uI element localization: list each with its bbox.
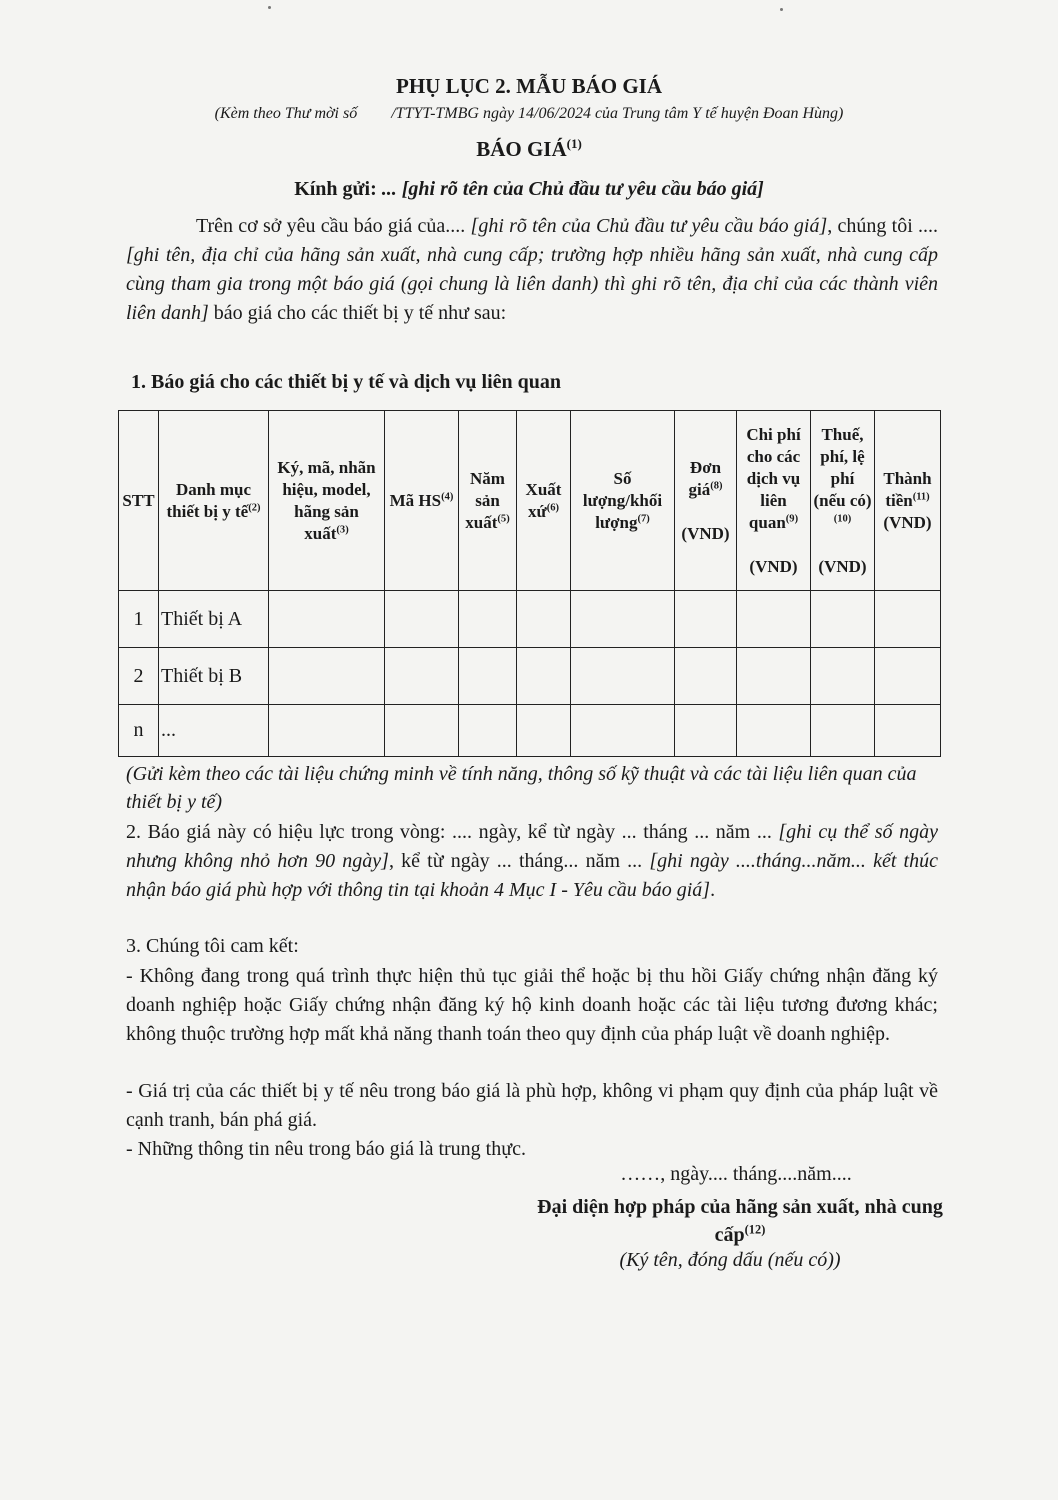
commitment-item: - Không đang trong quá trình thực hiện thủ tục giải thể hoặc bị thu hồi Giấy chứng nhận đăng ký doanh nghiệp hoặc Giấy chứng nhận đăng ký hộ kinh doanh hoặc các tài liệu tương đương khác; không thuộc trường hợp mất khả năng thanh toán theo quy định của pháp luật về doanh nghiệp.: [126, 965, 938, 1045]
salutation-label: Kính gửi:: [294, 178, 377, 200]
row-stt: 1: [119, 591, 159, 648]
signature-date: ……, ngày.... tháng....năm....: [620, 1163, 852, 1185]
footnote-ref: (1): [566, 136, 582, 151]
scan-speck: [780, 8, 783, 11]
validity-placeholder: [ghi ngày ....tháng...năm... kết thúc nhận báo giá phù hợp với thông tin tại khoản 4 Mục I - Yêu cầu báo giá]: [126, 850, 938, 901]
header-service-cost: Chi phí cho các dịch vụ liên quan$^{(9)}$ (VND): [737, 411, 811, 591]
commitment-item: - Những thông tin nêu trong báo giá là trung thực.: [126, 1138, 526, 1160]
header-model: Ký, mã, nhãn hiệu, model, hãng sản xuất$^{(3)}$: [269, 411, 385, 591]
salutation-value: ... [ghi rõ tên của Chủ đầu tư yêu cầu báo giá]: [381, 178, 764, 200]
commitment-item: - Giá trị của các thiết bị y tế nêu trong báo giá là phù hợp, không vi phạm quy định của pháp luật về cạnh tranh, bán phá giá.: [126, 1080, 938, 1131]
row-stt: n: [119, 705, 159, 757]
intro-text: , chúng tôi ....: [827, 215, 939, 237]
scan-speck: [268, 6, 271, 9]
row-stt: 2: [119, 648, 159, 705]
validity-text: .: [710, 879, 716, 901]
validity-text: , kể từ ngày ... tháng... năm ...: [388, 850, 643, 872]
section-1-heading: 1. Báo giá cho các thiết bị y tế và dịch vụ liên quan: [131, 371, 562, 393]
validity-paragraph: [126, 818, 938, 905]
appendix-title: PHỤ LỤC 2. MẪU BÁO GIÁ: [396, 74, 662, 98]
attachment-note: (Gửi kèm theo các tài liệu chứng minh về tính năng, thông số kỹ thuật và các tài liệu liên quan của thiết bị y tế): [126, 763, 917, 813]
header-item: Danh mục thiết bị y tế$^{(2)}$: [159, 411, 269, 591]
table-row: [119, 705, 941, 757]
intro-placeholder: [ghi rõ tên của Chủ đầu tư yêu cầu báo giá]: [465, 215, 828, 237]
intro-text: báo giá cho các thiết bị y tế như sau:: [208, 302, 507, 324]
table-row: [119, 591, 941, 648]
quote-title-text: BÁO GIÁ: [476, 137, 567, 161]
signature-title: Đại diện hợp pháp của hãng sản xuất, nhà cung cấp$^{(12)}$: [537, 1196, 943, 1246]
header-tax: Thuế, phí, lệ phí (nếu có)$^{(10)}$ (VND): [811, 411, 875, 591]
invitation-reference-suffix: /TTYT-TMBG ngày 14/06/2024 của Trung tâm Y tế huyện Đoan Hùng): [391, 105, 844, 122]
intro-text: Trên cơ sở yêu cầu báo giá của....: [196, 215, 466, 237]
validity-placeholder: [ghi cụ thể số ngày nhưng không nhỏ hơn 90 ngày]: [126, 821, 939, 872]
quote-title: [0, 137, 1058, 162]
salutation: [0, 178, 1058, 201]
header-unit-price: Đơn giá$^{(8)}$ (VND): [675, 411, 737, 591]
intro-paragraph: [126, 212, 938, 328]
invitation-reference: [0, 105, 1058, 123]
invitation-reference-prefix: (Kèm theo Thư mời số: [214, 105, 358, 122]
header-year: Năm sản xuất$^{(5)}$: [459, 411, 517, 591]
table-header-row: [119, 411, 941, 591]
quote-table: [118, 410, 941, 757]
header-quantity: Số lượng/khối lượng$^{(7)}$: [571, 411, 675, 591]
intro-placeholder: [ghi tên, địa chỉ của hãng sản xuất, nhà cung cấp; trường hợp nhiều hãng sản xuất, nhà cung cấp cùng tham gia trong một báo giá (gọi chung là liên danh) thì ghi rõ tên, địa chỉ của các thành viên liên danh]: [126, 244, 938, 324]
row-item: Thiết bị B: [159, 648, 269, 705]
header-origin: Xuất xứ$^{(6)}$: [517, 411, 571, 591]
table-row: [119, 648, 941, 705]
section-3-heading: 3. Chúng tôi cam kết:: [126, 935, 299, 957]
signature-note: (Ký tên, đóng dấu (nếu có)): [619, 1249, 841, 1271]
header-stt: STT: [119, 411, 159, 591]
header-total: Thành tiền$^{(11)}$ (VND): [875, 411, 941, 591]
validity-text: 2. Báo giá này có hiệu lực trong vòng: .... ngày, kể từ ngày ... tháng ... năm ...: [126, 821, 772, 843]
header-hs-code: Mã HS$^{(4)}$: [385, 411, 459, 591]
row-item: Thiết bị A: [159, 591, 269, 648]
row-item: ...: [159, 705, 269, 757]
